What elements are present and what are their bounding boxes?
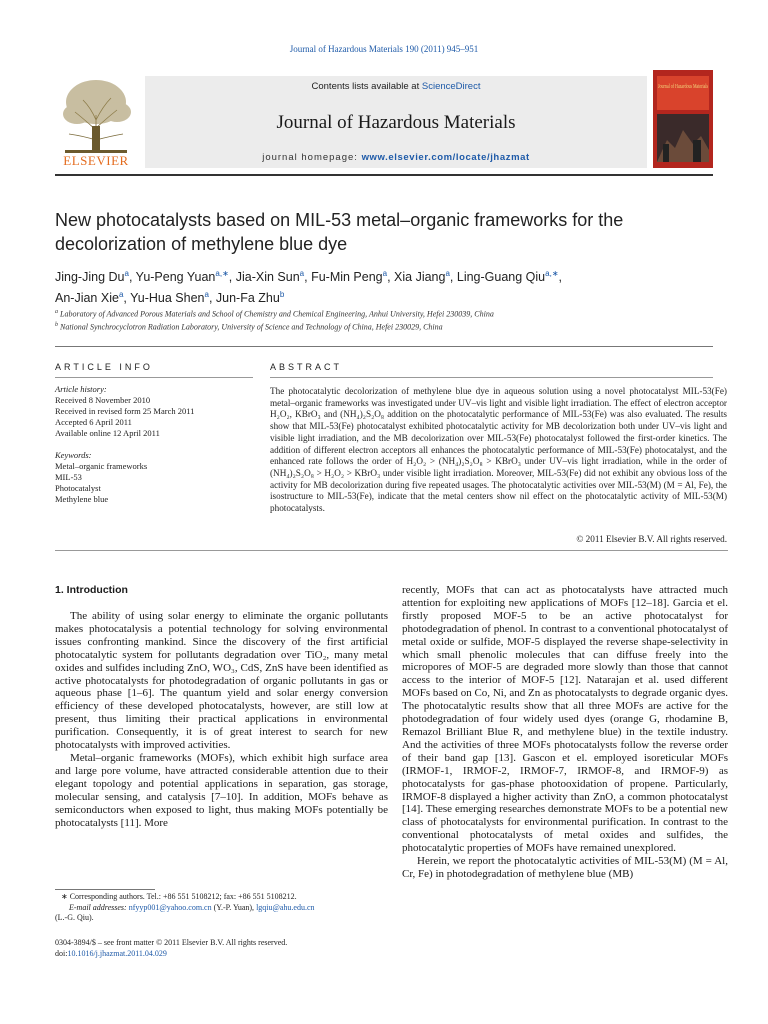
email-link-qiu[interactable]: lgqiu@ahu.edu.cn <box>256 902 315 912</box>
svg-text:Journal of Hazardous Materials: Journal of Hazardous Materials <box>658 83 709 90</box>
body-paragraph: Herein, we report the photocatalytic activities of MIL-53(M) (M = Al, Cr, Fe) in photodegradation of methylene blue (MB) <box>402 855 728 880</box>
doi-line <box>55 948 395 959</box>
keyword-item: Metal–organic frameworks <box>55 461 148 471</box>
affiliation-text: Laboratory of Advanced Porous Materials and School of Chemistry and Chemical Engineering, Anhui University, Hefei 230039, China <box>60 309 494 319</box>
issn-block <box>55 937 395 959</box>
homepage-label: journal homepage: <box>262 152 362 163</box>
keyword-item: Photocatalyst <box>55 483 101 493</box>
abstract-copyright: © 2011 Elsevier B.V. All rights reserved. <box>576 534 727 544</box>
svg-text:ELSEVIER: ELSEVIER <box>63 153 129 168</box>
footnote-rule <box>55 889 155 890</box>
author-affiliation-mark[interactable]: b <box>279 290 285 300</box>
email-link-yuan[interactable]: nfyyp001@yahoo.com.cn <box>128 902 212 912</box>
abstract-heading: ABSTRACT <box>270 362 343 372</box>
keyword-item: Methylene blue <box>55 494 109 504</box>
author-affiliation-mark[interactable]: a,∗ <box>545 269 559 278</box>
author-name: Jun-Fa Zhu <box>215 291 280 306</box>
doi-link[interactable]: 10.1016/j.jhazmat.2011.04.029 <box>67 949 167 958</box>
email-line <box>55 903 395 914</box>
sciencedirect-link[interactable]: ScienceDirect <box>421 81 481 92</box>
article-info-heading: ARTICLE INFO <box>55 362 153 372</box>
author-affiliation-mark[interactable]: a <box>299 269 305 278</box>
journal-cover-thumbnail[interactable] <box>653 70 713 168</box>
history-item: Accepted 6 April 2011 <box>55 417 132 427</box>
affiliation-item <box>55 307 715 320</box>
journal-banner <box>145 76 647 168</box>
homepage-url-link[interactable]: www.elsevier.com/locate/jhazmat <box>361 152 530 163</box>
body-paragraph: Metal–organic frameworks (MOFs), which exhibit high surface area and large pore volume, have attracted considerable attention due to their elegant topology and potential applications in separation, gas storage, molecular sensing, and catalysis [7–10]. In addition, MOFs behave as semiconductors when exposed to light, thus making MOFs potentially be photocatalysts [11]. More <box>55 751 388 829</box>
abstract-rule <box>270 377 713 378</box>
author-name: Yu-Peng Yuan <box>135 270 216 285</box>
author-affiliation-mark[interactable]: a <box>204 290 209 300</box>
author-affiliation-mark[interactable]: a,∗ <box>215 269 229 278</box>
contents-line <box>145 81 647 92</box>
history-item: Available online 12 April 2011 <box>55 428 160 438</box>
author-name: Fu-Min Peng <box>311 270 383 285</box>
elsevier-logo[interactable] <box>55 70 137 168</box>
author-name: An-Jian Xie <box>55 291 119 306</box>
introduction-heading: 1. Introduction <box>55 584 128 596</box>
author-affiliation-mark[interactable]: a <box>124 269 129 278</box>
footnotes <box>55 892 395 924</box>
body-paragraph: recently, MOFs that can act as photocatalysts have attracted much attention for exploiting new applications of MOFs [12–18]. Garcia et el. firstly proposed MOF-5 to be an active photocatalyst for photodegradation of phenol. In contrast to a conventional photocatalyst of metal oxide or sulfide, MOF-5 displayed the reverse shape-selectivity in which small phenolic molecules that can diffuse freely into the micropores of MOF-5 are degraded more slowly than those that cannot access to the interior of MOF-5 [12]. Natarajan et al. used different MOFs based on Co, Ni, and Zn as photocatalysts to degrade organic dyes. The photocatalytic results show that all three MOFs are active for the photodegradation of four widely used dyes (orange G, rhodamine B, Remazol Brilliant Blue R, and methylene blue) in the textile industry. And the activities of three MOFs photocatalysts follow the reverse order of their band gap [13]. Gascon et el. employed isoreticular MOFs (IRMOF-1, IRMOF-2, IRMOF-7, IRMOF-8, and IRMOF-9) as photocatalysts for gas-phase photooxidation of propene. Particularly, IRMOF-8 displayed a higher activity than ZnO, a common photocatalyst [14]. These emerging researches demonstrate MOFs to be a potential new class of photocatalysts for environmental purification. In contrast to the conventional photocatalysts of metal oxides and sulfides, the photocatalytic properties of MOFs have remained unexplored. <box>402 584 728 855</box>
history-item: Received in revised form 25 March 2011 <box>55 406 195 416</box>
email-owner: (Y.-P. Yuan), <box>211 902 257 912</box>
keywords-label: Keywords: <box>55 450 92 460</box>
affiliations <box>55 307 715 333</box>
cover-image-icon <box>653 70 713 168</box>
email-owner: (L.-G. Qiu). <box>55 913 94 922</box>
body-column-right <box>402 584 728 881</box>
article-info-rule <box>55 377 253 378</box>
author-name: Ling-Guang Qiu <box>456 270 546 285</box>
corresponding-author-note: ∗ Corresponding authors. Tel.: +86 551 5108212; fax: +86 551 5108212. <box>61 892 297 901</box>
author-list: Jing-Jing Du$^a$, Yu-Peng Yuan$^{a,∗}$, Jia-Xin Sun$^a$, Fu-Min Peng$^a$, Xia Jiang$^a$, Ling-Guang Qiu$^{a,∗}$, An-Jian Xie$^a$, Yu-Hua Shen$^a$, Jun-Fa Zhu$^b$ <box>55 269 562 306</box>
homepage-line <box>145 152 647 163</box>
history-item: Received 8 November 2010 <box>55 395 151 405</box>
elsevier-tree-icon <box>55 70 137 168</box>
spacer <box>55 439 255 450</box>
author-affiliation-mark[interactable]: a <box>118 290 124 300</box>
author-name: Yu-Hua Shen <box>130 291 205 306</box>
journal-masthead <box>55 70 713 170</box>
history-label: Article history: <box>55 384 107 394</box>
author-name: Jing-Jing Du <box>55 270 125 285</box>
affiliation-mark: a <box>55 309 58 315</box>
body-paragraph: The ability of using solar energy to eliminate the organic pollutants makes photocatalysis a potential technology for solving environmental issues confronting mankind. Since the discovery of the first artificial photocatalytic system for pollutants degradation over TiO₂, many metal oxides and sulfides including ZnO, WO₃, CdS, ZnS have been identified as active photocatalysts for photodegradation of organic pollutants in gas or aqueous phase [1–6]. The quantum yield and solar energy conversion efficiency of these developed photocatalysts, however, are still low at present, thus limiting their practical applications in environmental purification. Consequently, it is of great interest to search for new photocatalysts with improved activities. <box>55 610 388 752</box>
email-label: E-mail addresses: <box>69 902 127 912</box>
author-name: Xia Jiang <box>394 270 446 285</box>
contents-prefix: Contents lists available at <box>311 81 422 92</box>
journal-title: Journal of Hazardous Materials <box>276 112 516 133</box>
journal-reference-link[interactable]: Journal of Hazardous Materials 190 (2011) 945–951 <box>289 44 479 54</box>
body-column-left <box>55 598 388 829</box>
affiliation-text: National Synchrocyclotron Radiation Laboratory, University of Science and Technology of China, Hefei 230029, China <box>60 322 443 332</box>
article-info <box>55 384 255 505</box>
issn-line: 0304-3894/$ – see front matter © 2011 Elsevier B.V. All rights reserved. <box>55 938 288 947</box>
keyword-item: MIL-53 <box>55 472 82 482</box>
doi-label: doi: <box>55 949 68 958</box>
author-name: Jia-Xin Sun <box>235 270 300 285</box>
section-rule <box>55 346 713 347</box>
affiliation-mark: b <box>55 322 58 329</box>
article-title: New photocatalysts based on MIL-53 metal–organic frameworks for the decolorization of methylene blue dye <box>55 210 624 254</box>
author-affiliation-mark[interactable]: a <box>382 269 388 278</box>
abstract-text: The photocatalytic decolorization of methylene blue dye in aqueous solution using a novel photocatalyst MIL-53(Fe) metal–organic frameworks was investigated under UV–vis light and visible light irradiation. The effect of electron acceptor H₂O₂, KBrO₃ and (NH₄)₂S₂O₈ addition on the photocatalytic performance of MIL-53(Fe) was also evaluated. The results show that MIL-53(Fe) photocatalyst exhibited photocatalytic activity for MB decolorization both under UV–vis light and visible light irradiation, and the MB decolorization over MIL-53(Fe) photocatalyst followed the first-order kinetics. The addition of different electron acceptors all enhances the photocatalytic performance of MIL-53(Fe) photocatalyst, and the enhanced rate follows the order of H₂O₂ > (NH₄)₂S₂O₈ > KBrO₃ under UV–vis light irradiation, while in the order of (NH₄)₂S₂O₈ > H₂O₂ > KBrO₃ under visible light irradiation. Moreover, MIL-53(Fe) did not exhibit any obvious loss of the activity for MB decolorization during five repeated usages. The photocatalytic activities over MIL-53(M) (M = Al, Fe), the isostructure to MIL-53(Fe), indicate that the metal centers show nil effect on the photocatalytic activity of MIL-53(M) photocatalysts. <box>270 386 727 514</box>
header-rule <box>55 174 713 176</box>
author-affiliation-mark[interactable]: a <box>445 269 450 278</box>
affiliation-item <box>55 320 715 333</box>
abstract-bottom-rule <box>55 550 728 551</box>
